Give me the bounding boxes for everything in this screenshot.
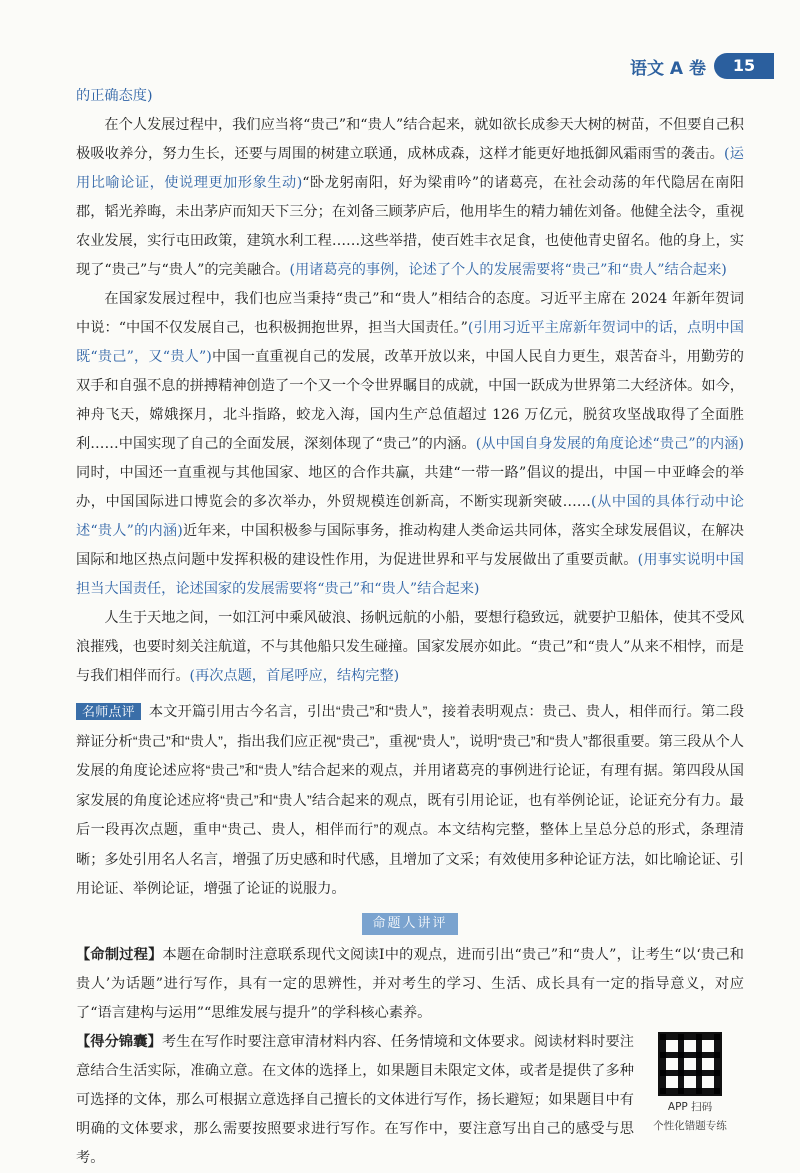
paragraph-text: 人生于天地之间，一如江河中乘风破浪、扬帆远航的小船，要想行稳致远，就要护卫船体，使其不受风浪摧残，也要时刻关注航道，不与其他船只发生碰撞。国家发展亦如此。“贵己”和“贵人”从来不相悖，而是与我们相伴而行。 (76, 610, 744, 684)
note: (用诸葛亮的事例，论述了个人的发展需要将“贵己”和“贵人”结合起来) (289, 262, 727, 278)
note: (运用比喻论证，使说理更加形象生动) (76, 146, 744, 191)
paragraph-national (76, 285, 744, 604)
note: (从中国自身发展的角度论述“贵己”的内涵) (475, 436, 745, 452)
process-text: 本题在命制时注意联系现代文阅读Ⅰ中的观点，进而引出“贵己”和“贵人”，让考生“以‘贵己和贵人’为话题”进行写作，具有一定的思辨性，并对考生的学习、生活、成长具有一定的指导意义，对应了“语言建构与运用”“思维发展与提升”的学科核心素养。 (76, 946, 744, 1021)
qr-code[interactable] (646, 1032, 734, 1134)
paragraph-text: 在国家发展过程中，我们也应当秉持“贵己”和“贵人”相结合的态度。习近平主席在 2024 年新年贺词中说：“中国不仅发展自己，也积极拥抱世界，担当大国责任。” (76, 291, 744, 336)
paragraph-conclusion (76, 604, 744, 691)
qr-caption: APP 扫码 (667, 1100, 713, 1113)
section-title: 命题人讲评 (362, 913, 458, 935)
note: 的正确态度) (76, 88, 153, 104)
paragraph-text: “卧龙躬南阳，好为梁甫吟”的诸葛亮，在社会动荡的年代隐居在南阳郡，韬光养晦，未出茅庐而知天下三分；在刘备三顾茅庐后，他用毕生的精力辅佐刘备。他健全法令，重视农业发展，实行屯田政策，建筑水利工程……这些举措，使百姓丰衣足食，也使他青史留名。他的身上，实现了“贵己”与“贵人”的完美融合。 (76, 175, 744, 278)
page-header (630, 52, 774, 80)
critique-label: 名师点评 (76, 703, 141, 720)
teacher-critique (76, 697, 744, 905)
tips-label: 【得分锦囊】 (76, 1033, 162, 1050)
process-block (76, 941, 744, 1028)
critique-text: 本文开篇引用古今名言，引出“贵己”和“贵人”，接着表明观点：贵己、贵人，相伴而行。第二段辩证分析“贵己”和“贵人”，指出我们应正视“贵己”，重视“贵人”，说明“贵己”和“贵人”都很重要。第三段从个人发展的角度论述应将“贵己”和“贵人”结合起来的观点，并用诸葛亮的事例进行论证，有理有据。第四段从国家发展的角度论述应将“贵己”和“贵人”结合起来的观点，既有引用论证，也有举例论证，论证充分有力。最后一段再次点题，重申“贵己、贵人，相伴而行”的观点。本文结构完整，整体上呈总分总的形式，条理清晰；多处引用名人名言，增强了历史感和时代感，且增加了文采；有效使用多种论证方法，如比喻论证、引用论证、举例论证，增强了论证的说服力。 (76, 704, 744, 897)
header-title: 语文 A 卷 (630, 58, 706, 79)
paragraph-text: 同时，中国还一直重视与其他国家、地区的合作共赢，共建“一带一路”倡议的提出，中国－中亚峰会的举办，中国国际进口博览会的多次举办，外贸规模连创新高，不断实现新突破…… (76, 465, 744, 510)
essay-content (76, 82, 744, 1173)
paragraph-text: 在个人发展过程中，我们应当将“贵己”和“贵人”结合起来，就如欲长成参天大树的树苗，不但要自己积极吸收养分，努力生长，还要与周围的树建立联通，成林成森，这样才能更好地抵御风霜雨雪的袭击。 (76, 117, 744, 162)
page-number: 15 (714, 53, 774, 79)
paragraph-text: 中国一直重视自己的发展，改革开放以来，中国人民自力更生，艰苦奋斗，用勤劳的双手和自强不息的拼搏精神创造了一个又一个令世界瞩目的成就，中国一跃成为世界第二大经济体。如今，神舟飞天，嫦娥探月，北斗指路，蛟龙入海，国内生产总值超过 126 万亿元，脱贫攻坚战取得了全面胜利……中国实现了自己的全面发展，深刻体现了“贵己”的内涵。 (76, 349, 744, 452)
process-label: 【命制过程】 (76, 946, 163, 963)
paragraph-personal (76, 111, 744, 285)
qr-caption: 个性化错题专练 (653, 1119, 727, 1132)
tips-block (76, 1028, 744, 1173)
note: (引用习近平主席新年贺词中的话，点明中国既“贵己”，又“贵人”) (76, 320, 744, 365)
note: (从中国的具体行动中论述“贵人”的内涵) (76, 494, 744, 539)
qr-code-icon[interactable] (658, 1032, 722, 1096)
commentary (76, 941, 744, 1173)
tips-text: 考生在写作时要注意审清材料内容、任务情境和文体要求。阅读材料时要注意结合生活实际，准确立意。在文体的选择上，如果题目未限定文体，或者是提供了多种可选择的文体，那么可根据立意选择自己擅长的文体进行写作，扬长避短；如果题目中有明确的文体要求，那么需要按照要求进行写作。在写作中，要注意写出自己的感受与思考。 (76, 1033, 634, 1166)
note-continuation (76, 82, 744, 111)
paragraph-text: 近年来，中国积极参与国际事务，推动构建人类命运共同体，落实全球发展倡议，在解决国际和地区热点问题中发挥积极的建设性作用，为促进世界和平与发展做出了重要贡献。 (76, 523, 744, 568)
note: (用事实说明中国担当大国责任，论述国家的发展需要将“贵己”和“贵人”结合起来) (76, 552, 744, 597)
note: (再次点题，首尾呼应，结构完整) (189, 668, 400, 684)
